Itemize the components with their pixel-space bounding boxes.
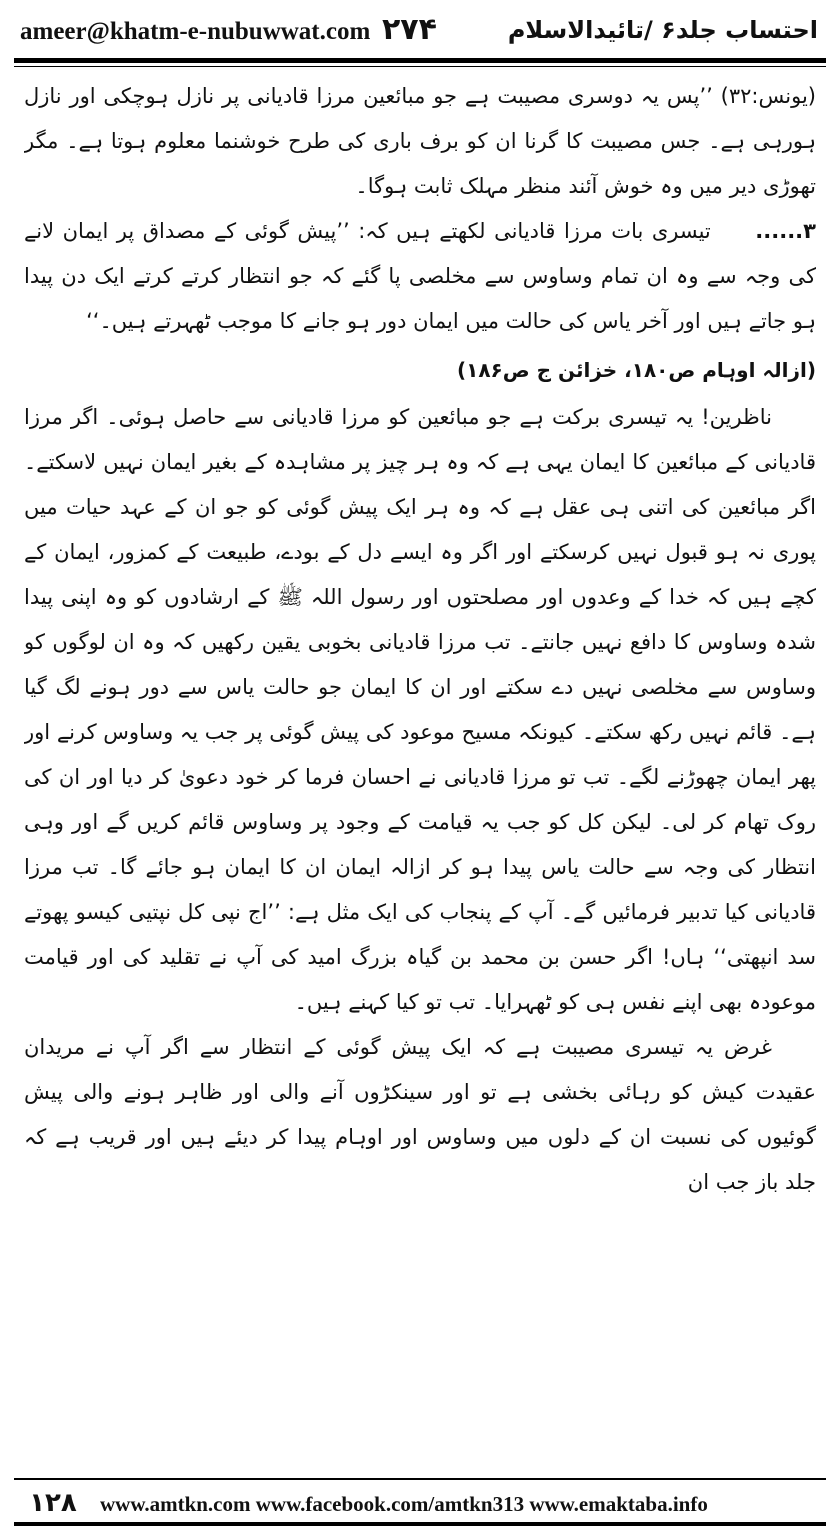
page-body	[24, 74, 816, 1460]
reference-citation: (ازالہ اوہام ص۱۸۰، خزائن ج ص۱۸۶)	[456, 358, 816, 382]
footer-links[interactable]: www.amtkn.com www.facebook.com/amtkn313 www.emaktaba.info	[100, 1492, 708, 1516]
footer-page-number: ۱۲۸	[29, 1488, 77, 1518]
header-page-number: ۲۷۴	[382, 12, 437, 47]
page-footer	[14, 1478, 826, 1528]
footer-page-box	[18, 1484, 88, 1522]
footer-rule-top	[14, 1478, 826, 1480]
paragraph-4: غرض یہ تیسری مصیبت ہے کہ ایک پیش گوئی کے انتظار سے اگر آپ نے مریدان عقیدت کیش کو رہائی بخشی ہے تو اور سینکڑوں آنے والی اور ظاہر ہونے والی پیش گوئیوں کی نسبت ان کے دلوں میں وساوس اور اوہام پیدا کر دیئے ہیں اور قریب ہے کہ جلد باز جب ان	[24, 1035, 816, 1194]
paragraph-2	[24, 209, 816, 344]
footer-rule-bottom	[14, 1522, 826, 1526]
page-header	[14, 10, 826, 60]
paragraph-1: (یونس:۳۲) ’’پس یہ دوسری مصیبت ہے جو مبائعین مرزا قادیانی پر نازل ہوچکی اور نازل ہورہی ہے۔ جس مصیبت کا گرنا ان کو برف باری کی طرح خوشنما معلوم ہوتا ہے۔ مگر تھوڑی دیر میں وہ خوش آئند منظر مہلک ثابت ہوگا۔	[24, 84, 816, 198]
paragraph-2-number: ۳......	[755, 219, 816, 243]
paragraph-2-text: تیسری بات مرزا قادیانی لکھتے ہیں کہ: ’’پیش گوئی کے مصداق پر ایمان لانے کی وجہ سے وہ ان تمام وساوس سے مخلصی پا گئے کہ جو انتظار کرتے کرتے ایک دن پیدا ہو جاتے ہیں اور آخر یاس کی حالت میں ایمان دور ہو جانے کا موجب ٹھہرتے ہیں۔‘‘	[24, 219, 816, 333]
header-title: احتساب جلد۶ /تائیدالاسلام	[507, 16, 818, 44]
header-rule-thick	[14, 58, 826, 63]
header-email[interactable]: ameer@khatm-e-nubuwwat.com	[20, 18, 371, 45]
paragraph-3: ناظرین! یہ تیسری برکت ہے جو مبائعین کو مرزا قادیانی سے حاصل ہوئی۔ اگر مرزا قادیانی کے مبائعین کا ایمان یہی ہے کہ وہ ہر چیز پر مشاہدہ کے بغیر ایمان نہیں لاسکتے۔ اگر مبائعین کی اتنی ہی عقل ہے کہ وہ ہر ایک پیش گوئی کو جو ان کے عہد حیات میں پوری نہ ہو قبول نہیں کرسکتے اور اگر وہ ایسے دل کے بودے، طبیعت کے کمزور، ایمان کے کچے ہیں کہ خدا کے وعدوں اور مصلحتوں اور رسول اللہ ﷺ کے ارشادوں کو وہ اپنی پیدا شدہ وساوس کا دافع نہیں جانتے۔ تب مرزا قادیانی بخوبی یقین رکھیں کہ وہ ان لوگوں کو وساوس سے مخلصی نہیں دے سکتے اور ان کا ایمان جو حالت یاس سے دور ہونے لگ گیا ہے۔ قائم نہیں رکھ سکتے۔ کیونکہ مسیح موعود کی پیش گوئی پر جب یہ وساوس کرنے اور پھر ایمان چھوڑنے لگے۔ تب تو مرزا قادیانی نے احسان فرما کر خود دعویٰ کر دیا اور ان کی روک تھام کر لی۔ لیکن کل کو جب یہ قیامت کے وجود پر وساوس قائم کریں گے اور وہی انتظار کی وجہ سے حالت یاس پیدا ہو کر ازالہ ایمان ان کا ایمان ہو جائے گا۔ تب مرزا قادیانی کیا تدبیر فرمائیں گے۔ آپ کے پنجاب کی ایک مثل ہے: ’’اج نپی کل نپتیی کیسو پھوتے سد انپھتی‘‘ ہاں! اگر حسن بن محمد بن گیاہ بزرگ امید کی آپ نے تقلید کی اور قیامت موعودہ بھی اپنے نفس ہی کو ٹھہرایا۔ تب تو کیا کہنے ہیں۔	[24, 405, 816, 1014]
header-rule-thin	[14, 66, 826, 67]
